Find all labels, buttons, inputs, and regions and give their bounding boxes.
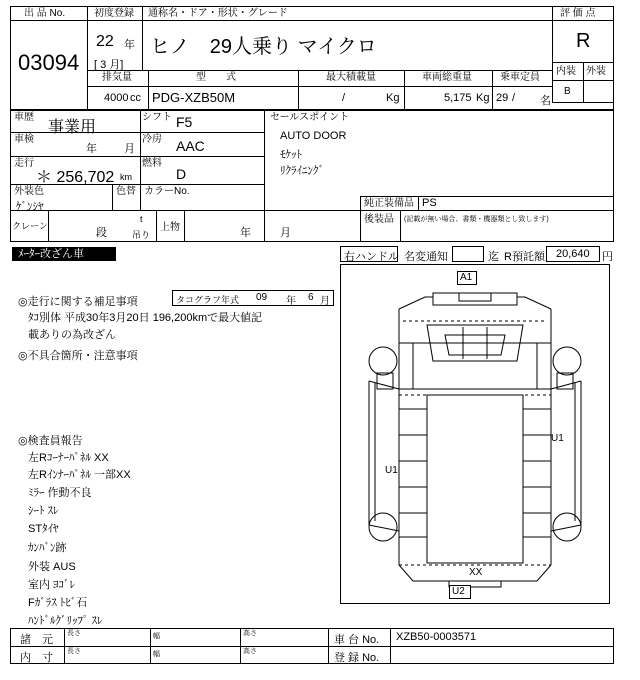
sales-label: セールスポイント — [270, 112, 350, 123]
size-width: 幅 — [153, 633, 160, 640]
mileage-value: ＊ 256,702 — [36, 169, 115, 186]
driving-title: ◎走行に関する補足事項 — [18, 296, 138, 308]
size-height: 高さ — [243, 630, 257, 637]
colorno-label: カラーNo. — [144, 186, 190, 197]
cap-value: 29 — [496, 92, 509, 104]
mark-xx-rear: XX — [469, 567, 483, 578]
reg-label: 初度登録 — [94, 8, 134, 19]
tacho-year: 09 — [256, 292, 268, 303]
interior-label: 内装 — [556, 66, 576, 77]
cap-label: 乗車定員 — [500, 72, 540, 83]
tacho-month: 6 — [308, 292, 314, 303]
chassis-label: 車 台 No. — [334, 634, 380, 646]
inspector-line: 左Rｺｰﾅｰﾊﾟﾈﾙ XX — [28, 452, 109, 464]
inspection-label: 車検 — [14, 134, 34, 145]
weight-value: 5,175 — [444, 92, 472, 104]
tacho-year-unit: 年 — [286, 296, 296, 307]
exterior-label: 外装 — [586, 66, 606, 77]
name-change-label: 名変通知 — [404, 251, 448, 263]
inner-label: 内 寸 — [20, 652, 53, 664]
lot-number: 03094 — [18, 50, 80, 75]
shift-value: F5 — [176, 114, 193, 130]
lot-label: 出 品 No. — [24, 8, 66, 19]
crane-stage: 段 — [96, 227, 107, 239]
ac-label: 冷房 — [142, 134, 162, 145]
size-length: 長さ — [67, 630, 81, 637]
inspector-title: ◎検査員報告 — [18, 435, 83, 447]
defect-title: ◎不具合箇所・注意事項 — [18, 350, 138, 362]
shift-label: シフト — [142, 112, 172, 123]
crane-label: クレーン — [12, 221, 48, 231]
inner-length: 長さ — [67, 648, 81, 655]
retrofit-note: (記載が無い場合、書類・機器類とし致します) — [404, 216, 549, 223]
damage-diagram — [340, 264, 610, 604]
load-label: 最大積載量 — [326, 72, 376, 83]
history-value: 事業用 — [48, 119, 97, 136]
sales-point-2: ﾓｹｯﾄ — [280, 149, 302, 161]
cap-unit: 名 — [540, 95, 551, 107]
upper-month: 月 — [280, 227, 291, 239]
inspector-line: STﾀｲﾔ — [28, 523, 59, 535]
inspector-line: 外装 AUS — [28, 561, 76, 573]
model-value: PDG-XZB50M — [152, 90, 236, 105]
equip-value: PS — [422, 197, 437, 209]
fuel-value: D — [176, 166, 187, 182]
inspector-line: ｶﾝﾊﾞﾝ跡 — [28, 542, 67, 554]
inspector-line: 左Rｲﾝﾅｰﾊﾟﾈﾙ 一部XX — [28, 469, 131, 481]
ac-value: AAC — [176, 138, 205, 154]
mark-u1-right: U1 — [551, 433, 564, 444]
mark-u2: U2 — [452, 586, 465, 597]
colorchange-label: 色替 — [116, 186, 136, 197]
inspector-line: Fｶﾞﾗｽ ﾄﾋﾞ石 — [28, 597, 88, 609]
retrofit-label: 後装品 — [364, 214, 394, 225]
history-label: 車歴 — [14, 112, 34, 123]
name-label: 通称名・ドア・形状・グレード — [148, 8, 288, 19]
disp-label: 排気量 — [102, 72, 132, 83]
reg-month: [ 3 月] — [94, 59, 124, 71]
steering-text: 右ハンドル — [344, 251, 399, 263]
sales-point-3: ﾘｸﾗｲﾆﾝｸﾞ — [280, 165, 324, 177]
meter-banner — [12, 247, 116, 261]
meter-banner-text: ﾒｰﾀｰ改ざん車 — [18, 248, 84, 260]
expiry-label: 迄 — [488, 251, 499, 263]
fuel-label: 燃料 — [142, 158, 162, 169]
inspector-line: ﾐﾗｰ 作動不良 — [28, 487, 92, 499]
inspection-month: 月 — [124, 143, 135, 155]
inspector-line: ﾊﾝﾄﾞﾙｸﾞﾘｯﾌﾟ ｽﾚ — [28, 615, 103, 627]
disp-value: 4000 — [104, 92, 129, 104]
recycle-yen: 円 — [602, 251, 613, 263]
color-value: ｹﾞﾝｼﾔ — [16, 201, 44, 213]
inspection-year: 年 — [86, 143, 97, 155]
tacho-month-unit: 月 — [320, 296, 330, 307]
mileage-unit: km — [120, 172, 132, 182]
driving-line-1: ﾀｺ別体 平成30年3月20日 196,200kmで最大値記 — [28, 312, 263, 324]
crane-hang: 吊り — [132, 230, 151, 240]
cap-sep: / — [512, 92, 516, 104]
mileage-label: 走行 — [14, 158, 34, 169]
upper-label: 上物 — [160, 222, 180, 233]
weight-label: 車両総重量 — [422, 72, 472, 83]
regno-label: 登 録 No. — [334, 652, 380, 664]
tacho-label: タコグラフ年式 — [176, 295, 240, 305]
chassis-value: XZB50-0003571 — [396, 631, 477, 643]
disp-unit: cc — [130, 92, 141, 104]
reg-year: 22 — [96, 33, 114, 50]
crane-t: t — [140, 214, 143, 224]
name-change-box — [452, 246, 484, 262]
interior-grade: B — [564, 86, 571, 97]
reg-year-unit: 年 — [124, 39, 135, 51]
mark-a1: A1 — [460, 272, 473, 283]
inner-height: 高さ — [243, 648, 257, 655]
recycle-label: R預託額 — [504, 251, 545, 263]
mark-u1-left: U1 — [385, 465, 398, 476]
equip-label: 純正装備品 — [364, 198, 414, 209]
grade-label: 評 価 点 — [560, 8, 596, 19]
weight-unit: Kg — [476, 92, 490, 104]
inspector-line: ｼｰﾄ ｽﾚ — [28, 505, 59, 517]
color-label: 外装色 — [14, 186, 44, 197]
upper-year: 年 — [240, 227, 251, 239]
bus-outline — [341, 265, 609, 603]
inspector-line: 室内 ﾖｺﾞﾚ — [28, 579, 76, 591]
driving-line-2: 載ありの為改ざん — [28, 329, 116, 341]
car-name: ヒノ 29人乗り マイクロ — [150, 36, 377, 58]
sales-point-1: AUTO DOOR — [280, 130, 347, 142]
inner-width: 幅 — [153, 651, 160, 658]
size-label: 諸 元 — [20, 634, 53, 646]
recycle-value: 20,640 — [556, 248, 590, 260]
model-label: 型 式 — [196, 72, 236, 83]
load-value: / — [342, 92, 346, 104]
grade-value: R — [576, 30, 591, 52]
load-unit: Kg — [386, 92, 400, 104]
